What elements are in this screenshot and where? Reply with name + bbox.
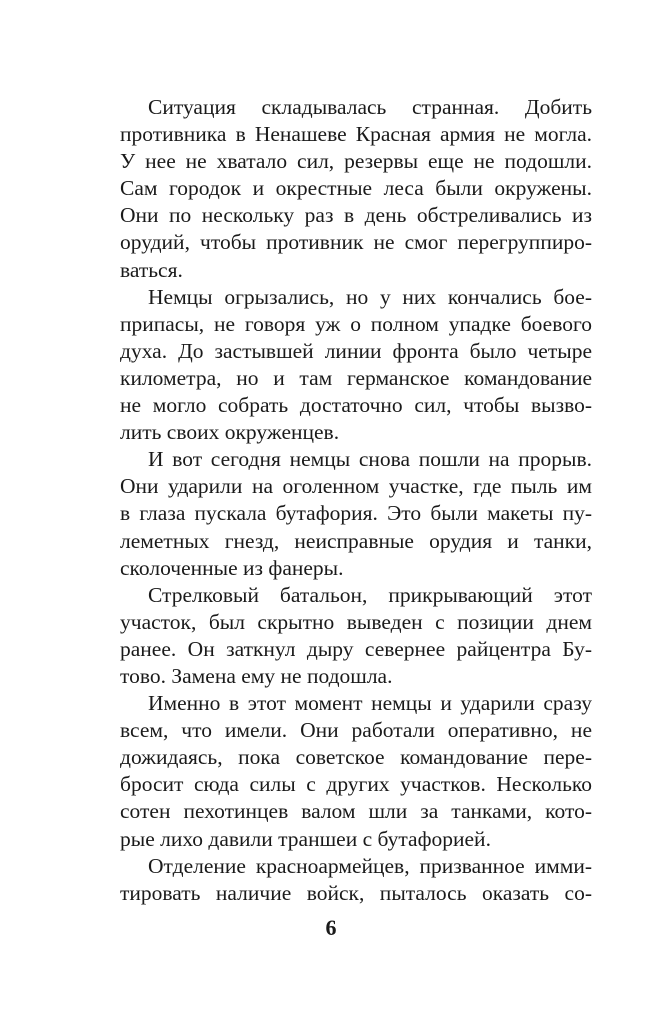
text-line: сотен пехотинцев валом шли за танками, кото- <box>120 799 592 824</box>
text-line: Они ударили на оголенном участке, где пыль им <box>120 474 592 499</box>
text-line: припасы, не говоря уж о полном упадке боевого <box>120 311 592 336</box>
text-line: духа. До застывшей линии фронта было четыре <box>120 338 592 363</box>
text-line: не могло собрать достаточно сил, чтобы вызво- <box>120 393 592 418</box>
text-line: ваться. <box>120 257 183 282</box>
text-line: У нее не хватало сил, резервы еще не подошли. <box>120 149 592 174</box>
paragraph <box>120 582 592 690</box>
paragraph <box>120 446 592 581</box>
text-line: Отделение красноармейцев, призванное имми- <box>148 853 592 878</box>
text-line: И вот сегодня немцы снова пошли на прорыв. <box>148 447 592 472</box>
text-line: дожидаясь, пока советское командование пере- <box>120 745 592 770</box>
text-line: лить своих окруженцев. <box>120 420 340 445</box>
paragraph <box>120 284 592 447</box>
text-line: тово. Замена ему не подошла. <box>120 663 393 688</box>
text-line: Сам городок и окрестные леса были окружены. <box>120 176 592 201</box>
text-line: противника в Ненашеве Красная армия не могла. <box>120 122 592 147</box>
text-line: Немцы огрызались, но у них кончались бое- <box>148 284 592 309</box>
body-text <box>120 94 592 907</box>
text-line: тировать наличие войск, пыталось оказать со- <box>120 880 592 905</box>
text-line: рые лихо давили траншеи с бутафорией. <box>120 826 491 851</box>
text-line: участок, был скрытно выведен с позиции днем <box>120 609 592 634</box>
text-line: километра, но и там германское командование <box>120 365 592 390</box>
text-line: всем, что имели. Они работали оперативно, не <box>120 718 592 743</box>
paragraph <box>120 690 592 853</box>
text-line: сколоченные из фанеры. <box>120 555 344 580</box>
text-line: бросит сюда силы с других участков. Несколько <box>120 772 592 797</box>
paragraph <box>120 94 592 284</box>
page-number: 6 <box>325 915 337 940</box>
text-line: в глаза пускала бутафория. Это были макеты пу- <box>120 501 592 526</box>
text-line: орудий, чтобы противник не смог перегруппиро- <box>120 230 592 255</box>
text-line: Стрелковый батальон, прикрывающий этот <box>148 582 592 607</box>
text-line: Именно в этот момент немцы и ударили сразу <box>148 691 592 716</box>
text-line: Они по нескольку раз в день обстреливались из <box>120 203 592 228</box>
text-line: Ситуация складывалась странная. Добить <box>148 95 592 119</box>
text-line: леметных гнезд, неисправные орудия и танки, <box>120 528 592 553</box>
text-line: ранее. Он заткнул дыру севернее райцентра Бу- <box>120 636 592 661</box>
paragraph <box>120 853 592 907</box>
